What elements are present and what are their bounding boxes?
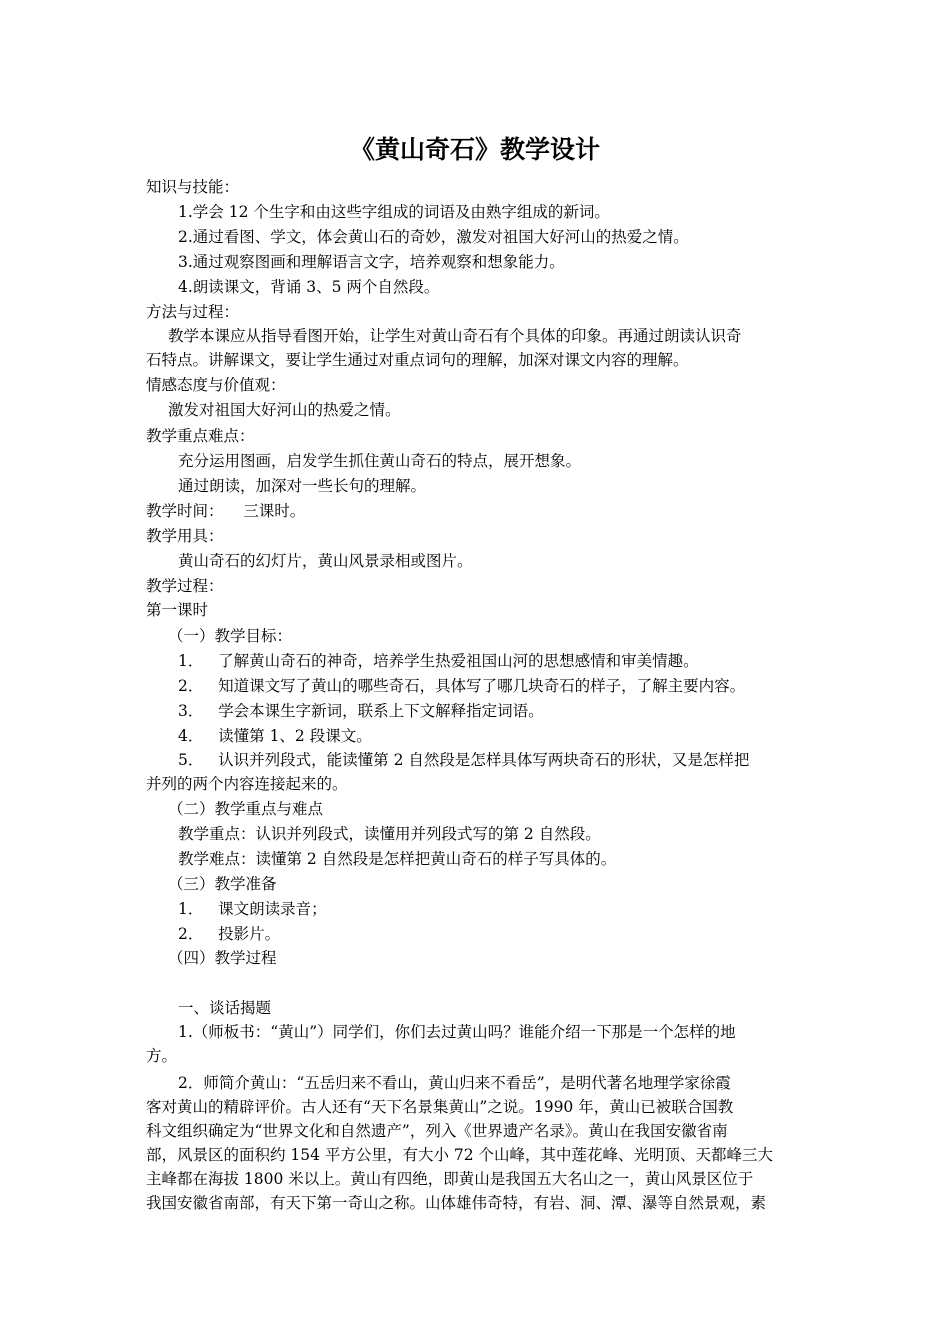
paragraph-line: 通过朗读，加深对一些长句的理解。 bbox=[178, 477, 427, 495]
section-heading-emotion: 情感态度与价值观： bbox=[146, 376, 286, 394]
paragraph-line: 2．师简介黄山：“五岳归来不看山，黄山归来不看岳”，是明代著名地理学家徐霞 bbox=[178, 1074, 731, 1092]
list-item: 1． 了解黄山奇石的神奇，培养学生热爱祖国山河的思想感情和审美情趣。 bbox=[178, 652, 699, 670]
paragraph-line: 3.通过观察图画和理解语言文字，培养观察和想象能力。 bbox=[178, 253, 565, 271]
paragraph-line: 石特点。讲解课文，要让学生通过对重点词句的理解，加深对课文内容的理解。 bbox=[146, 351, 689, 369]
paragraph-line: 激发对祖国大好河山的热爱之情。 bbox=[168, 401, 401, 419]
list-item: 1． 课文朗读录音； bbox=[178, 900, 327, 918]
lesson-heading: 第一课时 bbox=[146, 601, 209, 619]
paragraph-line: 1.学会 12 个生字和由这些字组成的词语及由熟字组成的新词。 bbox=[178, 203, 610, 221]
step-heading: 一、谈话揭题 bbox=[178, 999, 272, 1017]
paragraph-line: 我国安徽省南部，有天下第一奇山之称。山体雄伟奇特，有岩、洞、潭、瀑等自然景观，素 bbox=[146, 1194, 767, 1212]
paragraph-line: 4.朗读课文，背诵 3、5 两个自然段。 bbox=[178, 278, 440, 296]
paragraph-line: 部，风景区的面积约 154 平方公里，有大小 72 个山峰，其中莲花峰、光明顶、天都峰三大 bbox=[146, 1146, 774, 1164]
document-title: 《黄山奇石》教学设计 bbox=[349, 135, 600, 164]
section-heading-time: 教学时间： 三课时。 bbox=[146, 502, 306, 520]
paragraph-line: 主峰都在海拔 1800 米以上。黄山有四绝，即黄山是我国五大名山之一，黄山风景区位于 bbox=[146, 1170, 754, 1188]
paragraph-line: 教学本课应从指导看图开始，让学生对黄山奇石有个具体的印象。再通过朗读认识奇 bbox=[168, 327, 742, 345]
paragraph-line: 1.（师板书：“黄山”）同学们，你们去过黄山吗？谁能介绍一下那是一个怎样的地 bbox=[178, 1023, 736, 1041]
paragraph-line: 并列的两个内容连接起来的。 bbox=[146, 775, 348, 793]
section-heading-method: 方法与过程： bbox=[146, 303, 240, 321]
subsection-heading: （二）教学重点与难点 bbox=[168, 800, 324, 818]
list-item: 5． 认识并列段式，能读懂第 2 自然段是怎样具体写两块奇石的形状，又是怎样把 bbox=[178, 751, 750, 769]
section-heading-process: 教学过程： bbox=[146, 577, 224, 595]
subsection-heading: （三）教学准备 bbox=[168, 875, 277, 893]
paragraph-line: 科文组织确定为“世界文化和自然遗产”，列入《世界遗产名录》。黄山在我国安徽省南 bbox=[146, 1122, 728, 1140]
section-heading-key-points: 教学重点难点： bbox=[146, 427, 255, 445]
list-item: 4． 读懂第 1、2 段课文。 bbox=[178, 727, 372, 745]
list-item: 3． 学会本课生字新词，联系上下文解释指定词语。 bbox=[178, 702, 544, 720]
paragraph-line: 2.通过看图、学文，体会黄山石的奇妙，激发对祖国大好河山的热爱之情。 bbox=[178, 228, 689, 246]
paragraph-line: 教学重点：认识并列段式，读懂用并列段式写的第 2 自然段。 bbox=[178, 825, 601, 843]
paragraph-line: 方。 bbox=[146, 1047, 178, 1065]
section-heading-tools: 教学用具： bbox=[146, 527, 224, 545]
list-item: 2． 知道课文写了黄山的哪些奇石，具体写了哪几块奇石的样子，了解主要内容。 bbox=[178, 677, 746, 695]
list-item: 2． 投影片。 bbox=[178, 925, 281, 943]
subsection-heading: （四）教学过程 bbox=[168, 949, 277, 967]
section-heading-knowledge: 知识与技能： bbox=[146, 178, 240, 196]
paragraph-line: 黄山奇石的幻灯片，黄山风景录相或图片。 bbox=[178, 552, 473, 570]
paragraph-line: 教学难点：读懂第 2 自然段是怎样把黄山奇石的样子写具体的。 bbox=[178, 850, 617, 868]
subsection-heading: （一）教学目标： bbox=[168, 627, 293, 645]
paragraph-line: 充分运用图画，启发学生抓住黄山奇石的特点，展开想象。 bbox=[178, 452, 582, 470]
paragraph-line: 客对黄山的精辟评价。古人还有“天下名景集黄山”之说。1990 年，黄山已被联合国教 bbox=[146, 1098, 734, 1116]
